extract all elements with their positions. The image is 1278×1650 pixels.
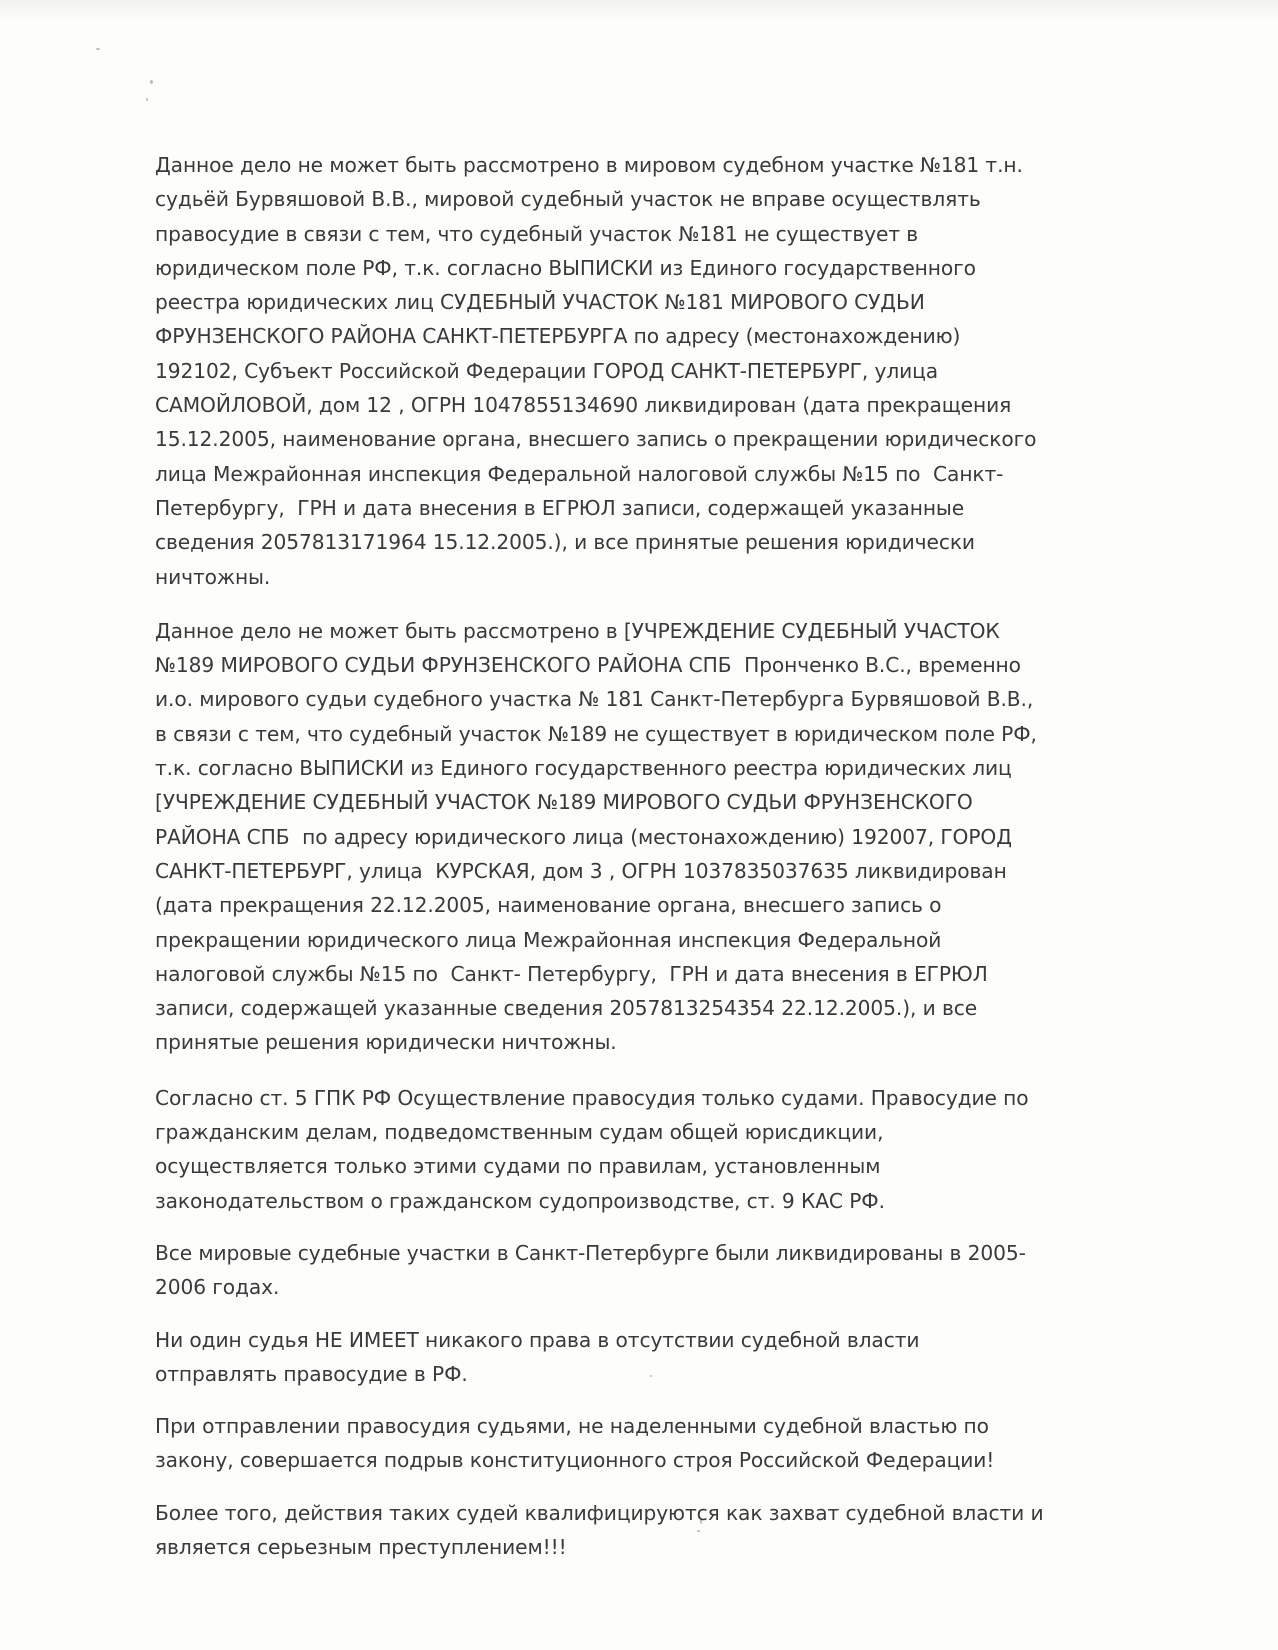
paragraph-courts-liquidated-2005-2006: Все мировые судебные участки в Санкт-Петербурге были ликвидированы в 2005- 2006 годах. — [155, 1240, 1026, 1300]
paragraph-court-189-liquidated: Данное дело не может быть рассмотрено в [УЧРЕЖДЕНИЕ СУДЕБНЫЙ УЧАСТОК №189 МИРОВОГО СУДЬИ ФРУНЗЕНСКОГО РАЙОНА СПБ Пронченко В.С., временно и.о. мирового судьи судебного участка № 181 Санкт-Петербурга Бурвяшовой В.В., в связи с тем, что судебный участок №189 не существует в юридическом поле РФ, т.к. согласно ВЫПИСКИ из Единого государственного реестра юридических лиц [УЧРЕЖДЕНИЕ СУДЕБНЫЙ УЧАСТОК №189 МИРОВОГО СУДЬИ ФРУНЗЕНСКОГО РАЙОНА СПБ по адресу юридического лица (местонахождению) 192007, ГОРОД САНКТ-ПЕТЕРБУРГ, улица КУРСКАЯ, дом 3 , ОГРН 1037835037635 ликвидирован (дата прекращения 22.12.2005, наименование органа, внесшего запись о прекращении юридического лица Межрайонная инспекция Федеральной налоговой службы №15 по Санкт- Петербургу, ГРН и дата внесения в ЕГРЮЛ записи, содержащей указанные сведения 2057813254354 22.12.2005.), и все принятые решения юридически ничтожны. — [155, 618, 1037, 1055]
paragraph-gpk-article-5: Согласно ст. 5 ГПК РФ Осуществление правосудия только судами. Правосудие по гражданским делам, подведомственным судам общей юрисдикции, осуществляется только этими судами по правилам, установленным законодательством о гражданском судопроизводстве, ст. 9 КАС РФ. — [155, 1085, 1029, 1213]
scan-speck — [96, 48, 100, 50]
document-body — [155, 148, 1100, 1582]
scan-speck — [146, 98, 148, 101]
paragraph-court-181-liquidated: Данное дело не может быть рассмотрено в мировом судебном участке №181 т.н. судьёй Бурвяшовой В.В., мировой судебный участок не вправе осуществлять правосудие в связи с тем, что судебный участок №181 не существует в юридическом поле РФ, т.к. согласно ВЫПИСКИ из Единого государственного реестра юридических лиц СУДЕБНЫЙ УЧАСТОК №181 МИРОВОГО СУДЬИ ФРУНЗЕНСКОГО РАЙОНА САНКТ-ПЕТЕРБУРГА по адресу (местонахождению) 192102, Субъект Российской Федерации ГОРОД САНКТ-ПЕТЕРБУРГ, улица САМОЙЛОВОЙ, дом 12 , ОГРН 1047855134690 ликвидирован (дата прекращения 15.12.2005, наименование органа, внесшего запись о прекращении юридического лица Межрайонная инспекция Федеральной налоговой службы №15 по Санкт- Петербургу, ГРН и дата внесения в ЕГРЮЛ записи, содержащей указанные сведения 2057813171964 15.12.2005.), и все принятые решения юридически ничтожны. — [155, 153, 1037, 589]
scan-speck — [150, 80, 153, 84]
paragraph-no-judge-authority: Ни один судья НЕ ИМЕЕТ никакого права в отсутствии судебной власти отправлять правосудие в РФ. — [155, 1327, 920, 1386]
paragraph-seizure-of-power: Более того, действия таких судей квалифицируются как захват судебной власти и является серьезным преступлением!!! — [155, 1500, 1044, 1559]
scan-edge-shadow — [0, 0, 1278, 22]
paragraph-constitutional-order: При отправлении правосудия судьями, не наделенными судебной властью по закону, совершается подрыв конституционного строя Российской Федерации! — [155, 1414, 995, 1473]
